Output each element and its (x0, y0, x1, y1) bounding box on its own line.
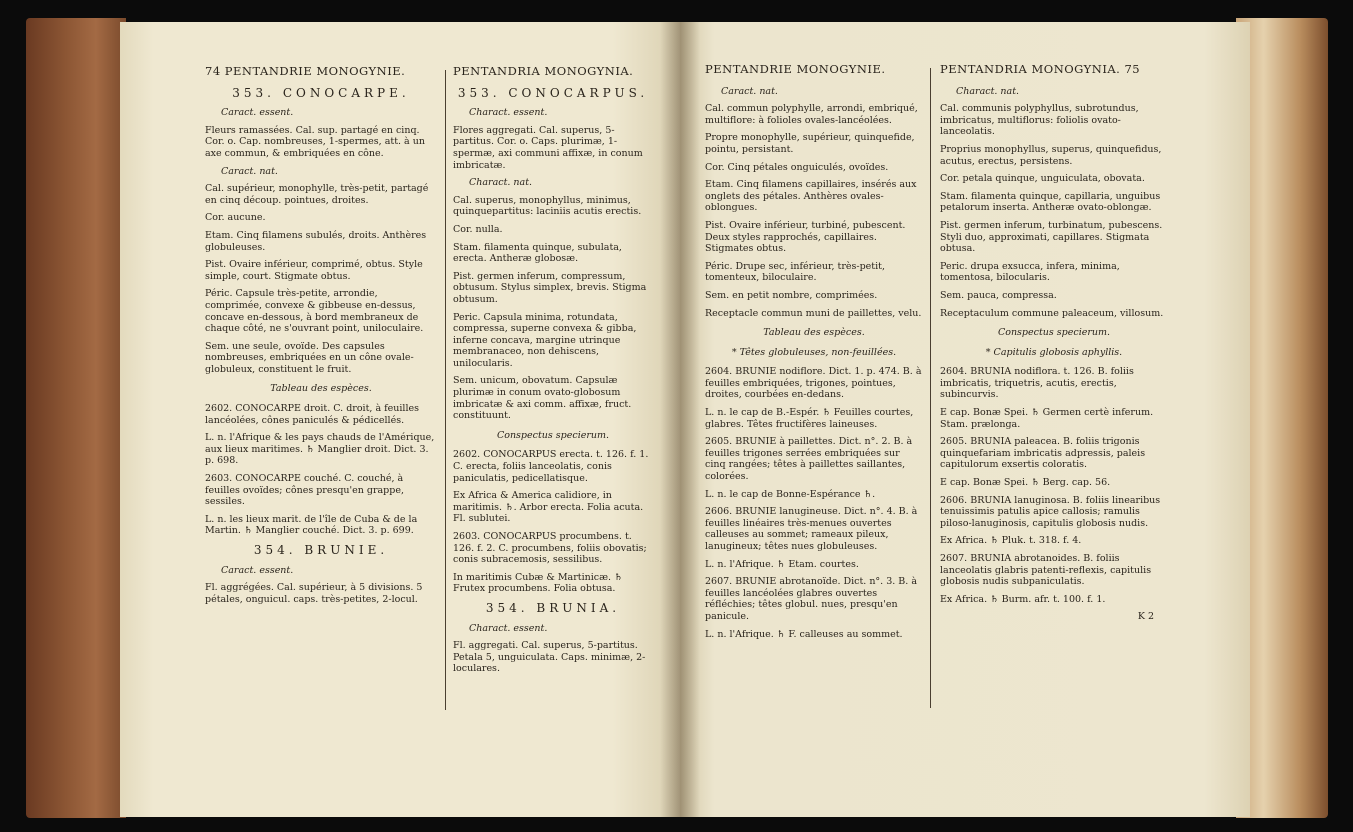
section-label: Tableau des espèces. (763, 327, 865, 339)
section-label: Caract. nat. (721, 85, 778, 97)
text-paragraph: 2606. BRUNIA lanuginosa. B. foliis linearibus tenuissimis patulis apice callosis; ramulis piloso-lanuginosis, capitulis globosis nudis. (940, 494, 1161, 529)
genus-heading: 354. BRUNIA. (485, 600, 621, 615)
column-french-right (705, 64, 923, 646)
column-rule-right (930, 68, 931, 708)
text-blocks (940, 86, 1168, 606)
section-label: Conspectus specierum. (496, 429, 610, 441)
text-paragraph: L. n. le cap de Bonne-Espérance ♄. (705, 488, 876, 500)
text-paragraph: 2605. BRUNIA paleacea. B. foliis trigonis quinquefariam imbricatis adpressis, paleis capitulorum exsertis coloratis. (940, 436, 1146, 471)
section-label: * Têtes globuleuses, non-feuillées. (731, 346, 897, 358)
section-label: Charact. nat. (469, 177, 533, 189)
text-paragraph: 2603. CONOCARPUS procumbens. t. 126. f. 2. C. procumbens, foliis obovatis; conis subracemosis, sessilibus. (453, 531, 647, 566)
text-paragraph: Proprius monophyllus, superus, quinquefidus, acutus, erectus, persistens. (940, 143, 1162, 167)
text-paragraph: Péric. Drupe sec, inférieur, très-petit, tomenteux, biloculaire. (705, 260, 885, 284)
text-paragraph: Ex Africa & America calidiore, in maritimis. ♄. Arbor erecta. Folia acuta. Fl. sublutei. (453, 490, 644, 525)
section-label: Caract. nat. (221, 165, 278, 177)
text-paragraph: Sem. une seule, ovoïde. Des capsules nombreuses, embriquées en un cône ovale-globuleux, constituent le fruit. (205, 340, 414, 375)
page-header: PENTANDRIA MONOGYNIA. (453, 64, 634, 78)
section-label: Caract. essent. (221, 564, 294, 576)
section-label: Charact. nat. (956, 85, 1020, 97)
text-paragraph: Pist. germen inferum, turbinatum, pubescens. Styli duo, approximati, capillares. Stigmata obtusa. (940, 219, 1163, 255)
section-label: Conspectus specierum. (997, 327, 1111, 339)
text-paragraph: 2604. BRUNIE nodiflore. Dict. 1. p. 474. B. à feuilles embriquées, trigones, pointues, droites, courbées en-dedans. (705, 366, 922, 401)
text-paragraph: 2602. CONOCARPUS erecta. t. 126. f. 1. C. erecta, foliis lanceolatis, conis paniculatis, pedicellatisque. (453, 449, 649, 484)
text-blocks (205, 107, 437, 605)
text-paragraph: In maritimis Cubæ & Martinicæ. ♄ Frutex procumbens. Folia obtusa. (453, 571, 623, 595)
text-blocks (453, 107, 653, 675)
text-paragraph: Stam. filamenta quinque, subulata, erecta. Antheræ globosæ. (453, 241, 622, 265)
text-paragraph: Receptacle commun muni de paillettes, velu. (705, 307, 922, 319)
text-paragraph: Ex Africa. ♄ Pluk. t. 318. f. 4. (940, 535, 1082, 547)
text-paragraph: Ex Africa. ♄ Burm. afr. t. 100. f. 1. (940, 593, 1106, 605)
text-paragraph: Sem. unicum, obovatum. Capsulæ plurimæ in conum ovato-globosum imbricatæ & axi comm. affixæ, fruct. constituunt. (453, 375, 632, 422)
text-paragraph: Sem. pauca, compressa. (940, 289, 1057, 301)
text-paragraph: Fl. aggrégées. Cal. supérieur, à 5 divisions. 5 pétales, onguicul. caps. très-petites, 2-locul. (205, 582, 423, 605)
text-paragraph: 2603. CONOCARPE couché. C. couché, à feuilles ovoïdes; cônes presqu'en grappe, sessiles. (205, 473, 404, 508)
text-paragraph: Cal. communis polyphyllus, subrotundus, imbricatus, multiflorus: foliolis ovato-lanceolatis. (940, 103, 1139, 138)
page-header: PENTANDRIA MONOGYNIA. 75 (940, 62, 1141, 76)
text-paragraph: Péric. Capsule très-petite, arrondie, comprimée, convexe & gibbeuse en-dessus, concave en-dessous, à bord membraneux de chaque côté, ne s'ouvrant point, uniloculaire. (205, 288, 424, 335)
text-paragraph: Cal. commun polyphylle, arrondi, embriqué, multiflore: à folioles ovales-lancéolées. (705, 103, 918, 126)
text-paragraph: Etam. Cinq filamens capillaires, insérés aux onglets des pétales. Anthères ovales-oblongues. (705, 179, 917, 214)
text-paragraph: 2606. BRUNIE lanugineuse. Dict. n°. 4. B. à feuilles linéaires très-menues ouvertes calleuses au sommet; rameaux pileux, lanugineux; têtes nues globuleuses. (705, 506, 918, 552)
book-gutter (660, 22, 700, 817)
text-blocks (705, 86, 923, 641)
page-header: 74 PENTANDRIE MONOGYNIE. (205, 64, 406, 78)
book-cover-left (26, 18, 126, 818)
text-paragraph: Cal. superus, monophyllus, minimus, quinquepartitus: laciniis acutis erectis. (453, 194, 642, 218)
text-paragraph: Cor. Cinq pétales onguiculés, ovoïdes. (705, 161, 889, 173)
text-paragraph: Fl. aggregati. Cal. superus, 5-partitus. Petala 5, unguiculata. Caps. minimæ, 2-loculares. (453, 640, 646, 675)
text-paragraph: Cor. nulla. (453, 223, 503, 235)
text-paragraph: Cor. petala quinque, unguiculata, obovata. (940, 173, 1145, 185)
text-paragraph: 2607. BRUNIA abrotanoides. B. foliis lanceolatis glabris patenti-reflexis, capitulis globosis nudis subpaniculatis. (940, 553, 1152, 588)
section-label: * Capitulis globosis aphyllis. (985, 346, 1123, 358)
text-paragraph: Receptaculum commune paleaceum, villosum. (940, 307, 1164, 319)
text-paragraph: 2607. BRUNIE abrotanoïde. Dict. n°. 3. B. à feuilles lancéolées glabres ouvertes réfléchies; têtes globul. nues, presqu'en panicule. (705, 576, 917, 622)
section-label: Charact. essent. (469, 622, 548, 634)
section-label: Charact. essent. (469, 107, 548, 119)
text-paragraph: 2604. BRUNIA nodiflora. t. 126. B. foliis imbricatis, triquetris, acutis, erectis, subincurvis. (940, 366, 1134, 401)
genus-heading: 353. CONOCARPUS. (457, 85, 649, 100)
section-label: Caract. essent. (221, 107, 294, 119)
column-latin-right (940, 64, 1168, 623)
text-paragraph: Cor. aucune. (205, 212, 266, 224)
genus-heading: 353. CONOCARPE. (232, 85, 410, 100)
text-paragraph: E cap. Bonæ Spei. ♄ Berg. cap. 56. (940, 477, 1111, 489)
text-paragraph: L. n. l'Afrique. ♄ Etam. courtes. (705, 558, 859, 570)
text-paragraph: Sem. en petit nombre, comprimées. (705, 289, 878, 301)
text-paragraph: Peric. Capsula minima, rotundata, compressa, superne convexa & gibba, inferne concava, margine utrinque membranaceo, non dehiscens, unilocularis. (453, 311, 637, 369)
text-paragraph: Fleurs ramassées. Cal. sup. partagé en cinq. Cor. o. Cap. nombreuses, 1-spermes, att. à un axe commun, & embriquées en cône. (205, 124, 425, 159)
column-french-left (205, 66, 437, 611)
page-header: PENTANDRIE MONOGYNIE. (705, 62, 886, 76)
text-paragraph: Stam. filamenta quinque, capillaria, unguibus petalorum inserta. Antheræ ovato-oblongæ. (940, 190, 1161, 214)
text-paragraph: Etam. Cinq filamens subulés, droits. Anthères globuleuses. (205, 229, 427, 253)
text-paragraph: 2602. CONOCARPE droit. C. droit, à feuilles lancéolées, cônes paniculés & pédicellés. (205, 403, 420, 426)
text-paragraph: L. n. les lieux marit. de l'île de Cuba & de la Martin. ♄ Manglier couché. Dict. 3. p. 699. (205, 513, 418, 537)
text-paragraph: L. n. l'Afrique. ♄ F. calleuses au sommet. (705, 628, 903, 640)
text-paragraph: Pist. Ovaire inférieur, turbiné, pubescent. Deux styles rapprochés, capillaires. Stigmates obtus. (705, 219, 906, 255)
text-paragraph: 2605. BRUNIE à paillettes. Dict. n°. 2. B. à feuilles trigones serrées embriquées sur cinq rangées; têtes à paillettes saillantes, colorées. (705, 436, 913, 483)
text-paragraph: Cal. supérieur, monophylle, très-petit, partagé en cinq découp. pointues, droites. (205, 183, 429, 206)
text-paragraph: E cap. Bonæ Spei. ♄ Germen certè inferum. Stam. prælonga. (940, 407, 1154, 430)
text-paragraph: L. n. le cap de B.-Espér. ♄ Feuilles courtes, glabres. Têtes fructifères laineuses. (705, 407, 914, 430)
text-paragraph: Flores aggregati. Cal. superus, 5-partitus. Cor. o. Caps. plurimæ, 1-spermæ, axi communi affixæ, in conum imbricatæ. (453, 124, 643, 171)
text-paragraph: Peric. drupa exsucca, infera, minima, tomentosa, bilocularis. (940, 260, 1120, 284)
text-paragraph: Pist. Ovaire inférieur, comprimé, obtus. Style simple, court. Stigmate obtus. (205, 259, 423, 282)
text-paragraph: Pist. germen inferum, compressum, obtusum. Stylus simplex, brevis. Stigma obtusum. (453, 270, 647, 305)
genus-heading: 354. BRUNIE. (253, 543, 389, 557)
signature-mark: K 2 (1137, 611, 1154, 623)
text-paragraph: L. n. l'Afrique & les pays chauds de l'Amérique, aux lieux maritimes. ♄ Manglier droit. Dict. 3. p. 698. (205, 432, 435, 467)
text-paragraph: Propre monophylle, supérieur, quinquefide, pointu, persistant. (705, 132, 915, 155)
column-rule-left (445, 70, 446, 710)
column-latin-left (453, 66, 653, 681)
section-label: Tableau des espèces. (270, 383, 372, 395)
